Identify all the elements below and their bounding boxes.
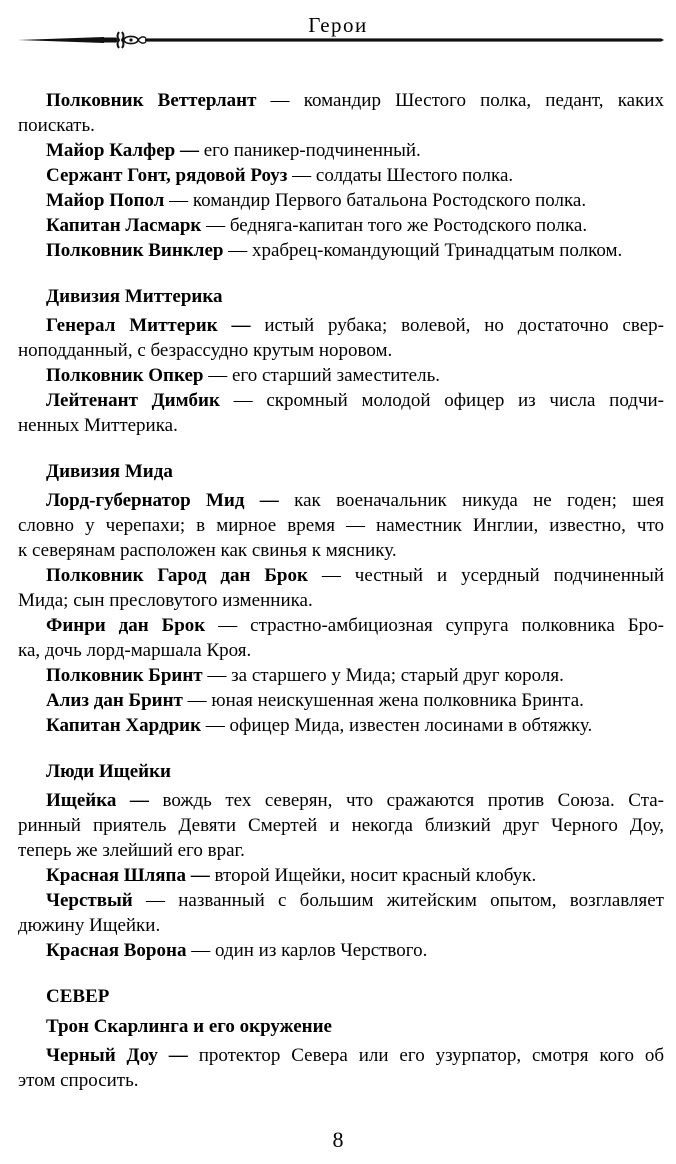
entry-line: [18, 1043, 664, 1068]
character-description: — один из карлов Черствого.: [186, 940, 428, 961]
entry-line: [18, 613, 664, 638]
entry-line: [18, 888, 664, 913]
character-entry: [18, 888, 664, 938]
character-description: — командир Первого батальона Ростодского полка.: [164, 190, 587, 211]
character-name: Красная Шляпа —: [46, 865, 210, 886]
character-name: Лорд-губернатор Мид —: [46, 490, 279, 511]
character-name: Капитан Хардрик: [46, 715, 202, 736]
character-description: истый рубака; волевой, но достаточно свер-: [250, 315, 664, 336]
entry-line: [18, 313, 664, 338]
character-description: — храбрец-командующий Тринадцатым полком.: [223, 240, 623, 261]
character-description: — честный и усердный подчиненный: [307, 565, 664, 586]
entry-line: [18, 688, 664, 713]
entry-line: [18, 88, 664, 113]
character-name: Красная Ворона: [46, 940, 187, 961]
entry-line: словно у черепахи; в мирное время — наместник Инглии, известно, что: [18, 515, 664, 536]
entry-line: Мида; сын пресловутого изменника.: [18, 590, 313, 611]
running-header-title: Герои: [308, 13, 368, 37]
section-heading: Дивизия Мида: [46, 461, 173, 482]
character-name: Полковник Гарод дан Брок: [46, 565, 308, 586]
character-name: Финри дан Брок: [46, 615, 206, 636]
entry-line: [18, 163, 664, 188]
character-description: второй Ищейки, носит красный клобук.: [209, 865, 537, 886]
entry-line: [18, 238, 664, 263]
section-heading: Дивизия Миттерика: [46, 286, 223, 307]
entry-line: ринный приятель Девяти Смертей и некогда близкий друг Черного Доу,: [18, 815, 664, 836]
character-entry: [18, 663, 664, 688]
character-entry: [18, 238, 664, 263]
entry-line: [18, 713, 664, 738]
character-name: Полковник Веттерлант: [46, 90, 257, 111]
entry-line: теперь же злейший его враг.: [18, 840, 245, 861]
character-name: Ищейка —: [46, 790, 149, 811]
character-name: Полковник Бринт: [46, 665, 203, 686]
character-entry: [18, 488, 664, 563]
page-number: 8: [332, 1127, 344, 1152]
entry-line: [18, 138, 664, 163]
character-description: — юная неискушенная жена полковника Бринта.: [182, 690, 584, 711]
character-name: Черствый: [46, 890, 133, 911]
character-description: — офицер Мида, известен лосинами в обтяжку.: [201, 715, 593, 736]
entry-line: [18, 563, 664, 588]
character-entry: [18, 563, 664, 613]
character-description: — командир Шестого полка, педант, каких: [256, 90, 664, 111]
entry-line: поискать.: [18, 115, 95, 136]
character-name: Черный Доу —: [46, 1045, 188, 1066]
character-entry: [18, 88, 664, 138]
character-name: Сержант Гонт, рядовой Роуз: [46, 165, 288, 186]
character-entry: [18, 1043, 664, 1093]
entry-line: [18, 363, 664, 388]
character-name: Полковник Опкер: [46, 365, 204, 386]
character-entry: [18, 613, 664, 663]
character-description: — бедняга-капитан того же Ростодского полка.: [201, 215, 588, 236]
character-entry: [18, 163, 664, 188]
entry-line: дюжину Ищейки.: [18, 915, 161, 936]
character-description: — названный с большим житейским опытом, возглавляет: [132, 890, 664, 911]
character-list: [18, 88, 664, 1093]
character-name: Майор Попол: [46, 190, 165, 211]
part-heading: СЕВЕР: [46, 986, 110, 1007]
character-description: протектор Севера или его узурпатор, смотря кого об: [187, 1045, 664, 1066]
entry-line: [18, 863, 664, 888]
character-description: — страстно-амбициозная супруга полковника Бро-: [205, 615, 664, 636]
entry-line: [18, 488, 664, 513]
character-entry: [18, 188, 664, 213]
character-entry: [18, 138, 664, 163]
character-entry: [18, 688, 664, 713]
character-name: Капитан Ласмарк: [46, 215, 202, 236]
character-description: — скромный молодой офицер из числа подчи-: [219, 390, 664, 411]
character-description: как военачальник никуда не годен; шея: [278, 490, 664, 511]
entry-line: этом спросить.: [18, 1070, 139, 1091]
entry-line: к северянам расположен как свинья к мяснику.: [18, 540, 397, 561]
sword-icon: [18, 31, 664, 49]
entry-line: [18, 938, 664, 963]
character-description: — солдаты Шестого полка.: [287, 165, 514, 186]
entry-line: ненных Миттерика.: [18, 415, 178, 436]
character-entry: [18, 938, 664, 963]
entry-line: [18, 788, 664, 813]
section-heading: Трон Скарлинга и его окружение: [46, 1016, 332, 1037]
section-heading: Люди Ищейки: [46, 761, 171, 782]
entry-line: ка, дочь лорд-маршала Кроя.: [18, 640, 252, 661]
character-name: Лейтенант Димбик: [46, 390, 220, 411]
character-entry: [18, 713, 664, 738]
character-name: Майор Калфер —: [46, 140, 199, 161]
character-description: вождь тех северян, что сражаются против Союза. Ста-: [148, 790, 665, 811]
character-description: — за старшего у Мида; старый друг короля.: [202, 665, 564, 686]
character-description: — его старший заместитель.: [203, 365, 440, 386]
entry-line: [18, 188, 664, 213]
character-entry: [18, 213, 664, 238]
character-name: Полковник Винклер: [46, 240, 224, 261]
character-entry: [18, 388, 664, 438]
character-name: Генерал Миттерик —: [46, 315, 251, 336]
entry-line: [18, 663, 664, 688]
character-entry: [18, 863, 664, 888]
character-entry: [18, 363, 664, 388]
character-description: его паникер-подчиненный.: [198, 140, 421, 161]
character-entry: [18, 788, 664, 863]
entry-line: ноподданный, с безрассудно крутым норовом.: [18, 340, 393, 361]
entry-line: [18, 213, 664, 238]
character-name: Ализ дан Бринт: [46, 690, 183, 711]
entry-line: [18, 388, 664, 413]
character-entry: [18, 313, 664, 363]
